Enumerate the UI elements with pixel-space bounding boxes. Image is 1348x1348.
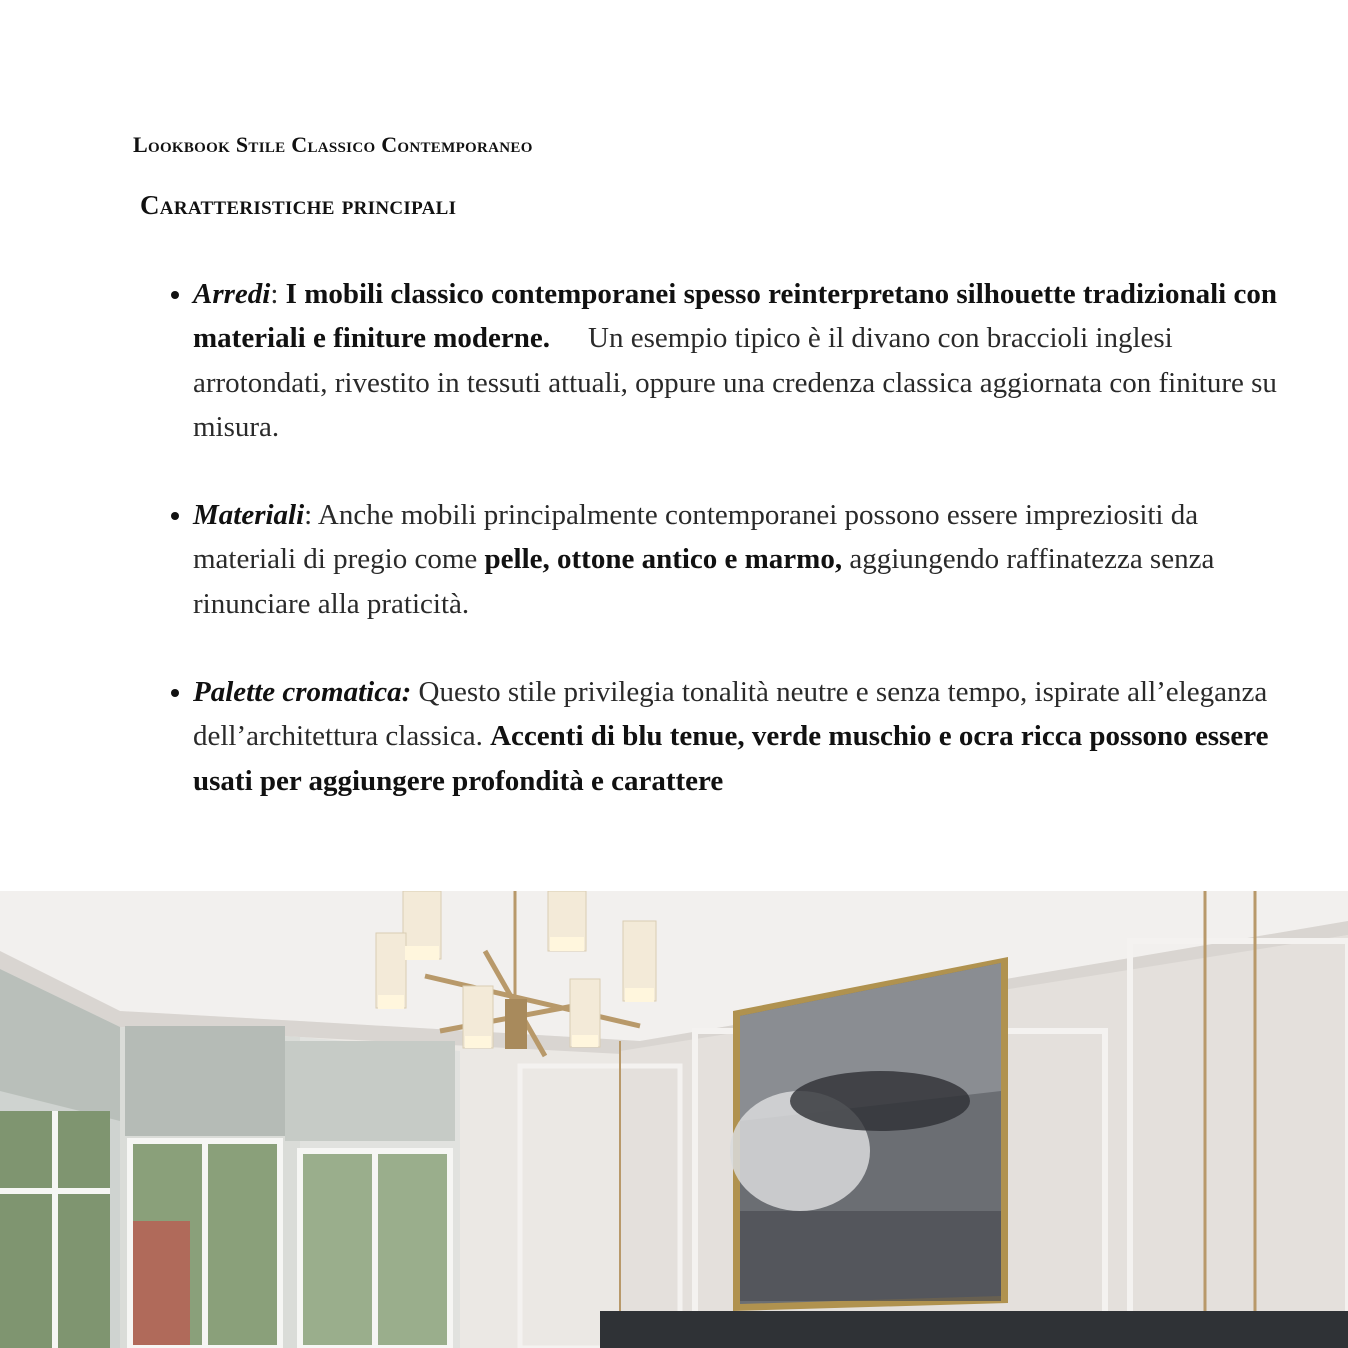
interior-photo xyxy=(0,891,1348,1348)
list-item-materiali xyxy=(193,493,1303,626)
bullet-separator: : xyxy=(270,278,279,310)
bullet-bold-text: pelle, ottone antico e marmo, xyxy=(484,543,843,576)
section-title: Caratteristiche principali xyxy=(140,190,457,220)
bullet-term: Materiali xyxy=(193,499,305,532)
bullet-term: Arredi xyxy=(193,278,271,310)
list-item-arredi xyxy=(193,272,1303,449)
list-item-palette xyxy=(193,670,1303,803)
bullet-text: Un esempio tipico è il divano con braccioli inglesi arrotondati, rivestito in tessuti attuali, oppure una credenza classica aggiornata con finiture su misura. xyxy=(193,322,1277,443)
document-title: Lookbook Stile Classico Contemporaneo xyxy=(133,132,533,157)
bullet-separator: : xyxy=(304,499,313,532)
bullet-bold-text: I mobili classico contemporanei spesso reinterpretano silhouette tradizionali con materiali e finiture moderne. xyxy=(193,278,1277,355)
bullet-text: Questo stile privilegia tonalità neutre e senza tempo, ispirate all’eleganza dell’architettura classica. xyxy=(193,676,1268,753)
bullet-bold-text: Accenti di blu tenue, verde muschio e ocra ricca possono essere usati per aggiungere profondità e carattere xyxy=(193,720,1269,797)
bullet-term: Palette cromatica: xyxy=(193,676,412,709)
painting xyxy=(730,957,1008,1311)
bullet-text-after: aggiungendo raffinatezza senza rinunciare alla praticità. xyxy=(193,543,1215,620)
bullet-text: Anche mobili principalmente contemporanei possono essere impreziositi da materiali di pregio come xyxy=(193,499,1199,576)
features-list xyxy=(193,272,1303,847)
